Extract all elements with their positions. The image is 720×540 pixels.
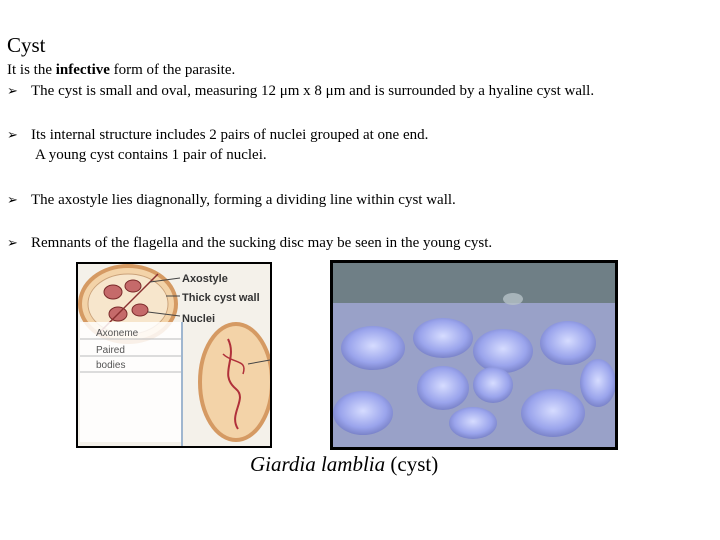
label-axostyle: Axostyle [182, 273, 228, 285]
bullet-3 [7, 191, 456, 210]
label-wall: Thick cyst wall [182, 292, 260, 304]
arrow-bullet-icon: ➢ [7, 84, 18, 99]
intro-line [7, 62, 235, 79]
cyst-cell [417, 366, 469, 410]
cyst-cell [473, 367, 513, 403]
nucleus-shape [104, 285, 122, 299]
intro-prefix: It is the [7, 62, 56, 78]
label-paired: Paired [96, 345, 125, 356]
arrow-bullet-icon: ➢ [7, 128, 18, 143]
label-nuclei: Nuclei [182, 313, 216, 325]
bullet-text: Remnants of the flagella and the sucking disc may be seen in the young cyst. [31, 235, 493, 251]
bullet-text: Its internal structure includes 2 pairs of nuclei grouped at one end. [31, 127, 429, 143]
cyst-diagram-svg [78, 264, 270, 446]
micrograph-image [330, 260, 618, 450]
intro-suffix: form of the parasite. [109, 62, 236, 78]
sub-line: A young cyst contains 1 pair of nuclei. [35, 147, 267, 163]
arrow-bullet-icon: ➢ [7, 236, 18, 251]
slide-title: Cyst [7, 33, 46, 57]
caption-species: Giardia lamblia [250, 452, 386, 476]
nucleus-shape [132, 304, 148, 316]
label-axoneme: Axoneme [96, 328, 139, 339]
caption-suffix: (cyst) [385, 452, 439, 476]
bullet-2 [7, 126, 428, 145]
bullet-text: The cyst is small and oval, measuring 12 μm x 8 μm and is surrounded by a hyaline cyst wall. [31, 83, 595, 99]
figure-caption [250, 452, 438, 477]
nucleus-shape [125, 280, 141, 292]
intro-bold: infective [55, 62, 110, 78]
arrow-bullet-icon: ➢ [7, 193, 18, 208]
micrograph-svg [333, 263, 615, 447]
bullet-4 [7, 234, 492, 253]
bullet-text: The axostyle lies diagnonally, forming a dividing line within cyst wall. [31, 192, 456, 208]
label-bodies: bodies [96, 360, 126, 371]
bullet-1 [7, 82, 594, 101]
cyst-diagram [76, 262, 272, 448]
